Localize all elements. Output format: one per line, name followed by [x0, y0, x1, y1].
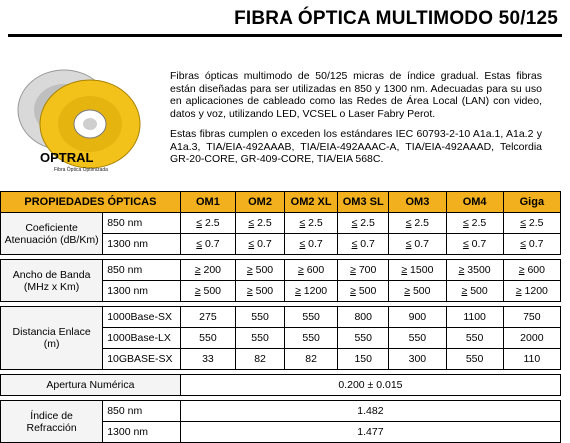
- cell-value: 2.5: [308, 217, 323, 229]
- header-om2xl: OM2 XL: [285, 192, 338, 213]
- cell-operator: ≥: [401, 264, 408, 276]
- cell-value: 2.5: [471, 217, 487, 229]
- cell-operator: ≤: [520, 217, 526, 229]
- row-sublabel: 1300 nm: [103, 234, 181, 255]
- cell-value: 82: [236, 349, 285, 370]
- header-om1: OM1: [180, 192, 235, 213]
- refraction-value: 1.482: [180, 401, 560, 422]
- cell-operator: ≤: [351, 238, 358, 250]
- cell-operator: ≤: [248, 238, 255, 250]
- cell-operator: ≤: [299, 217, 306, 229]
- cell-value: 700: [358, 264, 377, 276]
- cell-value: 1500: [410, 264, 434, 276]
- cell-operator: ≤: [196, 238, 203, 250]
- cell-value: 275: [180, 307, 235, 328]
- cell-value: 2.5: [528, 217, 544, 229]
- fiber-spool-photo: [6, 58, 156, 176]
- cell-value: 750: [503, 307, 560, 328]
- aperture-label: Apertura Numérica: [1, 375, 181, 396]
- header-om3sl: OM3 SL: [338, 192, 389, 213]
- title-rule: [8, 34, 562, 37]
- cell-value: 500: [470, 285, 488, 297]
- cell-operator: ≥: [295, 285, 301, 297]
- row-sublabel: 10GBASE-SX: [103, 349, 181, 370]
- cell-value: 600: [306, 264, 325, 276]
- cell-value: 0.7: [308, 238, 323, 250]
- cell-operator: ≤: [351, 217, 358, 229]
- cell-operator: ≤: [520, 238, 526, 250]
- cell-value: 600: [527, 264, 545, 276]
- table-row: [1, 260, 561, 281]
- cell-operator: ≤: [248, 217, 255, 229]
- cell-value: 550: [285, 307, 338, 328]
- cell-operator: ≥: [518, 264, 525, 276]
- table-header-row: [1, 192, 561, 213]
- cell-value: 550: [180, 328, 235, 349]
- cell-value: 800: [338, 307, 389, 328]
- row-sublabel: 1300 nm: [103, 281, 181, 302]
- cell-operator: ≥: [194, 264, 201, 276]
- cell-operator: ≥: [298, 264, 304, 276]
- cell-operator: ≤: [462, 217, 469, 229]
- optical-properties-table: [0, 191, 561, 443]
- cell-value: 300: [389, 349, 446, 370]
- cell-value: 2000: [503, 328, 560, 349]
- cell-value: 2.5: [360, 217, 375, 229]
- aperture-value: 0.200 ± 0.015: [180, 375, 560, 396]
- cell-value: 110: [503, 349, 560, 370]
- cell-operator: ≥: [404, 285, 411, 297]
- table-row: [1, 213, 561, 234]
- cell-operator: ≥: [350, 264, 356, 276]
- header-om3: OM3: [389, 192, 446, 213]
- description-paragraph-2: Estas fibras cumplen o exceden los estándares IEC 60793-2-10 A1a.1, A1a.2 y A1a.3, TIA/EIA-492AAAB, TIA/EIA-492AAAC-A, TIA/EIA-492AAAD, Telcordia GR-20-CORE, GR-409-CORE, TIA/EIA 568C.: [170, 128, 542, 165]
- cell-value: 1100: [446, 307, 503, 328]
- cell-value: 550: [446, 349, 503, 370]
- header-om4: OM4: [446, 192, 503, 213]
- cell-value: 0.7: [204, 238, 220, 250]
- cell-value: 1200: [303, 285, 328, 297]
- cell-value: 500: [203, 285, 222, 297]
- header-om2: OM2: [236, 192, 285, 213]
- row-sublabel: 850 nm: [103, 260, 181, 281]
- refraction-value: 1.477: [180, 422, 560, 443]
- cell-value: 550: [236, 307, 285, 328]
- cell-operator: ≥: [350, 285, 356, 297]
- cell-value: 500: [255, 285, 274, 297]
- header-giga: Giga: [503, 192, 560, 213]
- cell-operator: ≥: [461, 285, 468, 297]
- cell-value: 2.5: [414, 217, 430, 229]
- page-title: FIBRA ÓPTICA MULTIMODO 50/125: [234, 8, 558, 29]
- cell-operator: ≥: [515, 285, 522, 297]
- cell-value: 550: [285, 328, 338, 349]
- refraction-label: Índice de Refracción: [1, 401, 103, 443]
- cell-value: 500: [358, 285, 377, 297]
- cell-value: 500: [255, 264, 274, 276]
- bandwidth-label: Ancho de Banda (MHz x Km): [1, 260, 103, 302]
- description-paragraph-1: Fibras ópticas multimodo de 50/125 micras de índice gradual. Estas fibras están diseñadas para ser utilizadas en 850 y 1300 nm. Adecuadas para su uso en aplicaciones de cableado como las Redes de Área Local (LAN) con video, datos y voz, utilizando LED, VCSEL o Laser Fabry Perot.: [170, 70, 542, 120]
- row-sublabel: 1300 nm: [103, 422, 181, 443]
- row-sublabel: 850 nm: [103, 401, 181, 422]
- cell-value: 33: [180, 349, 235, 370]
- cell-value: 900: [389, 307, 446, 328]
- brand-logo: OPTRAL: [40, 150, 94, 165]
- header-properties: PROPIEDADES ÓPTICAS: [1, 192, 181, 213]
- cell-value: 0.7: [257, 238, 272, 250]
- cell-value: 550: [446, 328, 503, 349]
- cell-value: 2.5: [257, 217, 272, 229]
- cell-value: 2.5: [204, 217, 220, 229]
- cell-value: 0.7: [360, 238, 375, 250]
- cell-value: 82: [285, 349, 338, 370]
- table-row: [1, 401, 561, 422]
- cell-operator: ≤: [196, 217, 203, 229]
- cell-value: 0.7: [414, 238, 430, 250]
- cell-operator: ≤: [462, 238, 469, 250]
- table-row: [1, 375, 561, 396]
- cell-operator: ≥: [194, 285, 201, 297]
- cell-value: 1200: [524, 285, 548, 297]
- cell-value: 0.7: [528, 238, 544, 250]
- cell-value: 3500: [467, 264, 491, 276]
- cell-value: 0.7: [471, 238, 487, 250]
- cell-operator: ≥: [458, 264, 465, 276]
- attenuation-label: Coeficiente Atenuación (dB/Km): [1, 213, 103, 255]
- cell-value: 550: [338, 328, 389, 349]
- cell-operator: ≤: [405, 217, 412, 229]
- table-row: [1, 307, 561, 328]
- cell-value: 500: [412, 285, 431, 297]
- cell-value: 550: [389, 328, 446, 349]
- row-sublabel: 1000Base-SX: [103, 307, 181, 328]
- cell-value: 550: [236, 328, 285, 349]
- row-sublabel: 850 nm: [103, 213, 181, 234]
- cell-value: 150: [338, 349, 389, 370]
- cell-operator: ≤: [299, 238, 306, 250]
- distance-label: Distancia Enlace (m): [1, 307, 103, 370]
- cell-operator: ≥: [246, 264, 253, 276]
- cell-operator: ≥: [246, 285, 253, 297]
- cell-value: 200: [203, 264, 222, 276]
- cell-operator: ≤: [405, 238, 412, 250]
- product-description: [170, 70, 542, 174]
- row-sublabel: 1000Base-LX: [103, 328, 181, 349]
- brand-logo-subtext: Fibra Óptica Optimizada: [54, 167, 108, 173]
